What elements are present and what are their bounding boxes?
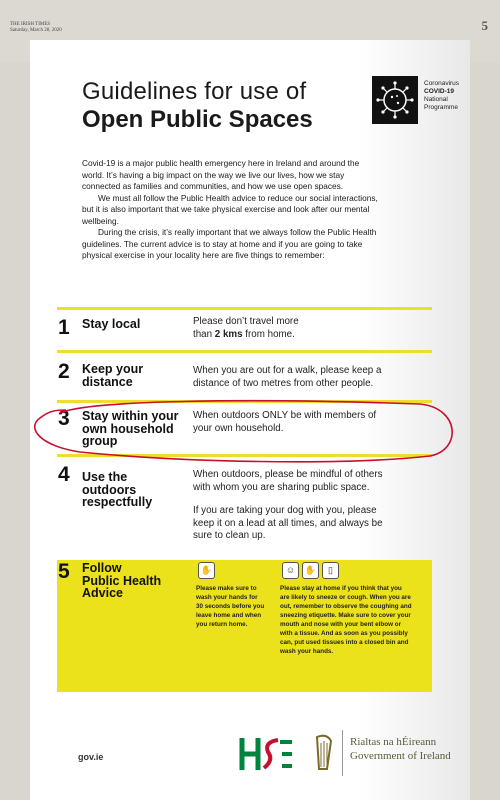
item-description: When you are out for a walk, please keep a distance of two metres from other people.: [193, 365, 382, 389]
item-description-dog: If you are taking your dog with you, please keep it on a lead at all times, and always be sure to clean up.: [193, 505, 383, 541]
intro-paragraph: Covid-19 is a major public health emergency here in Ireland and around the world. It’s having a big impact on the way we live our lives, how we stay connected as families and communities, and how we use open spaces.: [82, 158, 360, 191]
item-number: 1: [58, 316, 70, 339]
bin-icon: ▯: [322, 562, 339, 579]
item-number: 4: [58, 463, 70, 486]
government-of-ireland-label: Rialtas na hÉireann Government of Ireland: [350, 736, 451, 762]
tissue-icon: ✋: [302, 562, 319, 579]
item-number: 3: [58, 407, 70, 430]
item-description: Please don’t travel more than 2 kms from home.: [193, 316, 299, 340]
handwash-icon: ✋: [198, 562, 215, 579]
page-number: 5: [481, 18, 488, 33]
newspaper-name: THE IRISH TIMES: [10, 22, 51, 27]
poster-title-line2: Open Public Spaces: [82, 106, 313, 133]
handwash-advice: Please make sure to wash your hands for 30 seconds before you leave home and when you return home.: [196, 585, 265, 628]
item-description: When outdoors, please be mindful of others with whom you are sharing public space.: [193, 469, 383, 493]
item-number: 2: [58, 360, 70, 383]
item-heading: Use the outdoors respectfully: [82, 470, 153, 509]
item-heading: Follow Public Health Advice: [82, 561, 162, 600]
item-description: When outdoors ONLY be with members of your own household.: [193, 410, 377, 434]
covid-programme-label: Coronavirus COVID-19 National Programme: [424, 80, 460, 111]
intro-paragraph: During the crisis, it’s really important that we always follow the Public Health guidelines. The current advice is to stay at home and if you are going to take physical exercise in your locality here are five things to remember:: [82, 227, 377, 260]
cough-icon: ☺: [282, 562, 299, 579]
item-heading: Keep your distance: [82, 362, 144, 389]
gov-ie-link[interactable]: gov.ie: [78, 752, 104, 762]
cough-advice: Please stay at home if you think that you are likely to sneeze or cough. When you are out, remember to observe the coughing and sneezing etiquette. Make sure to cover your mouth and nose with your bent elbow or with a tissue. And as soon as you possibly can, put used tissues into a closed bin and wash your hands.: [280, 585, 412, 655]
newspaper-date: Saturday, March 28, 2020: [10, 28, 62, 33]
item-number: 5: [58, 560, 70, 583]
item-heading: Stay local: [82, 317, 141, 331]
poster-title-line1: Guidelines for use of: [82, 78, 307, 105]
intro-paragraph: We must all follow the Public Health advice to reduce our social interactions, but it is also important that we take physical exercise and look after our mental wellbeing.: [82, 192, 378, 226]
item-heading: Stay within your own household group: [82, 409, 179, 448]
